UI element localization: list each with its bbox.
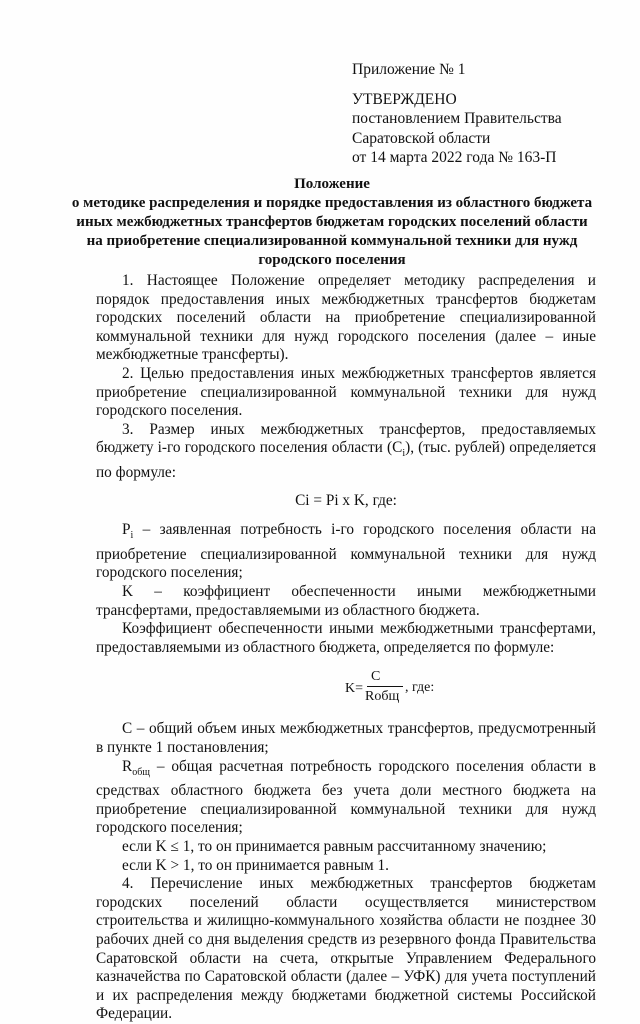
paragraph-2: 2. Целью предоставления иных межбюджетных трансфертов является приобретение специализированной коммунальной техники для нужд городского поселения.	[96, 364, 596, 420]
paragraph-1: 1. Настоящее Положение определяет методику распределения и порядок предоставления иных межбюджетных трансфертов бюджетам городских поселений области на приобретение специализированной коммунальной техники для нужд городского поселения (далее – иные межбюджетные трансферты).	[96, 272, 596, 364]
formula-ci: Ci = Pi x K, где:	[295, 491, 397, 509]
approved-region-line: Саратовской области	[352, 129, 491, 147]
r-definition: $R_{общ}$ – общая расчетная потребность городского поселения области в средствах областного бюджета без учета доли местного бюджета на приобретение специализированной коммунальной техники для нужд городского поселения;	[96, 757, 596, 837]
paragraph-3: 3. Размер иных межбюджетных трансфертов, предоставляемых бюджету i-го городского поселения области $(C_i)$, (тыс. рублей) определяется по формуле:	[96, 420, 596, 481]
appendix-label: Приложение № 1	[352, 61, 466, 78]
paragraph-4: 4. Перечисление иных межбюджетных трансфертов бюджетам городских поселений области осуществляется министерством строительства и жилищно-коммунального хозяйства области не позднее 30 рабочих дней со дня выделения средств из резервного фонда Правительства Саратовской области на счета, открытые Управлением Федерального казначейства по Саратовской области (далее – УФК) для учета поступлений и их распределения между бюджетами бюджетной системы Российской Федерации.	[96, 875, 596, 1023]
document-title	[70, 175, 594, 270]
formula-k-lhs: K=	[345, 681, 364, 697]
approved-label: УТВЕРЖДЕНО	[352, 90, 457, 108]
formula-k	[96, 666, 596, 710]
c-definition: С – общий объем иных межбюджетных трансфертов, предусмотренный в пункте 1 постановления;	[96, 720, 596, 756]
approved-date-line: от 14 марта 2022 года № 163-П	[352, 149, 557, 166]
document-body	[96, 272, 596, 1024]
approved-by-line: постановлением Правительства	[352, 110, 562, 127]
fraction-bar	[367, 686, 403, 687]
coefficient-paragraph: Коэффициент обеспеченности иными межбюджетными трансфертами, предоставляемыми из областного бюджета, определяется по формуле:	[96, 620, 596, 656]
formula-k-denominator: Rобщ	[365, 689, 400, 705]
formula-k-where: , где:	[405, 680, 435, 696]
condition-1: если K ≤ 1, то он принимается равным рассчитанному значению;	[122, 837, 547, 855]
k-definition: K – коэффициент обеспеченности иными межбюджетными трансфертами, предоставляемыми из областного бюджета.	[96, 583, 596, 619]
condition-2: если K > 1, то он принимается равным 1.	[122, 856, 390, 874]
formula-k-numerator: C	[371, 669, 381, 685]
title-heading: Положение	[294, 176, 370, 192]
approval-header	[352, 60, 562, 168]
pi-definition: $P_i$ – заявленная потребность i-го городского поселения области на приобретение специализированной коммунальной техники для нужд городского поселения;	[96, 521, 596, 582]
title-subject: о методике распределения и порядке предоставления из областного бюджета иных межбюджетных трансфертов бюджетам городских поселений области на приобретение специализированной коммунальной техники для нужд городского поселения	[71, 195, 593, 268]
